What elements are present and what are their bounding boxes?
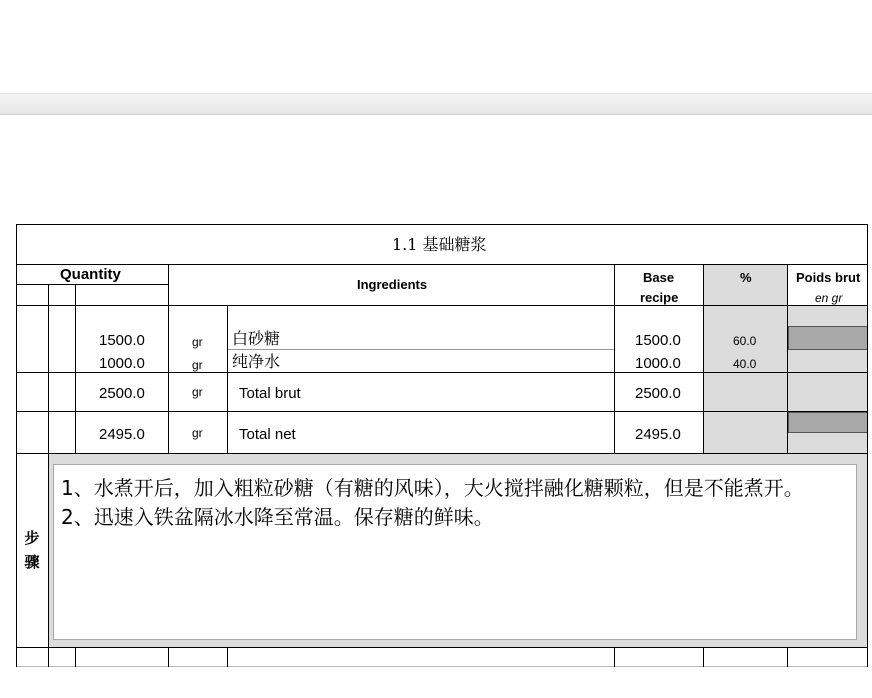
poids-brut-header: Poids brut (796, 270, 861, 285)
ingredient-base: 1500.0 (635, 332, 681, 349)
col-divider-3 (168, 264, 169, 454)
table-right-border (867, 224, 868, 667)
quantity-header: Quantity (60, 266, 121, 283)
base-recipe-header-line2: recipe (640, 290, 679, 305)
quantity-subheader-line (16, 284, 169, 285)
ingredients-header: Ingredients (357, 277, 428, 292)
total-brut-quantity: 2500.0 (99, 385, 145, 402)
col-divider-6-lower (703, 647, 704, 667)
total-net-quantity: 2495.0 (99, 426, 145, 443)
col-divider-2 (75, 284, 76, 454)
total-brut-base: 2500.0 (635, 385, 681, 402)
table-left-border (16, 224, 17, 667)
ingredient-percent: 60.0 (733, 334, 757, 348)
steps-text: 1、水煮开后，加入粗粒砂糖（有糖的风味），大火搅拌融化糖颗粒，但是不能煮开。 2、迅速入铁盆隔冰水降至常温。保存糖的鲜味。 (61, 476, 804, 529)
ingredient-percent: 40.0 (733, 357, 757, 371)
total-net-base: 2495.0 (635, 426, 681, 443)
ingredient-quantity: 1000.0 (99, 355, 145, 372)
total-brut-bottom-border (16, 411, 868, 412)
ingredient-unit: gr (192, 335, 203, 349)
table-top-border (16, 224, 868, 225)
base-recipe-header-line1: Base (643, 270, 675, 285)
total-brut-label: Total brut (239, 385, 301, 402)
col-divider-5 (614, 264, 615, 454)
total-net-label: Total net (239, 426, 296, 443)
ingredients-bottom-border (16, 372, 868, 373)
ingredient-name: 白砂糖 (232, 329, 281, 348)
col-divider-3-lower (168, 647, 169, 667)
col-divider-6 (703, 264, 704, 454)
total-brut-unit: gr (192, 385, 203, 399)
col-divider-4-lower (227, 647, 228, 667)
ingredient-unit: gr (192, 358, 203, 372)
header-row-bottom-border (16, 305, 868, 306)
col-divider-7 (787, 264, 788, 454)
col-divider-7-lower (787, 647, 788, 667)
ingredient-name: 纯净水 (232, 352, 281, 371)
total-net-bottom-border (16, 453, 868, 454)
ingredient-row-divider (228, 349, 615, 350)
percent-header: % (740, 270, 752, 285)
col-divider-1-lower (48, 647, 49, 667)
col-divider-2-lower (75, 647, 76, 667)
total-net-unit: gr (192, 426, 203, 440)
ingredient-quantity: 1500.0 (99, 332, 145, 349)
poids-brut-unit: en gr (815, 291, 843, 305)
col-divider-4 (227, 305, 228, 454)
steps-textarea[interactable] (53, 464, 857, 640)
title-row-bottom-border (16, 264, 868, 265)
col-divider-1 (48, 284, 49, 454)
table-bottom-border (16, 666, 868, 667)
col-divider-5-lower (614, 647, 615, 667)
poids-brut-input-net[interactable] (788, 412, 868, 433)
recipe-title: 1.1 基础糖浆 (392, 235, 487, 254)
poids-brut-input-sugar[interactable] (788, 326, 868, 350)
steps-bottom-border (16, 647, 868, 648)
ingredient-base: 1000.0 (635, 355, 681, 372)
steps-label: 步骤 (24, 529, 40, 571)
col-divider-steps-label (48, 453, 49, 648)
